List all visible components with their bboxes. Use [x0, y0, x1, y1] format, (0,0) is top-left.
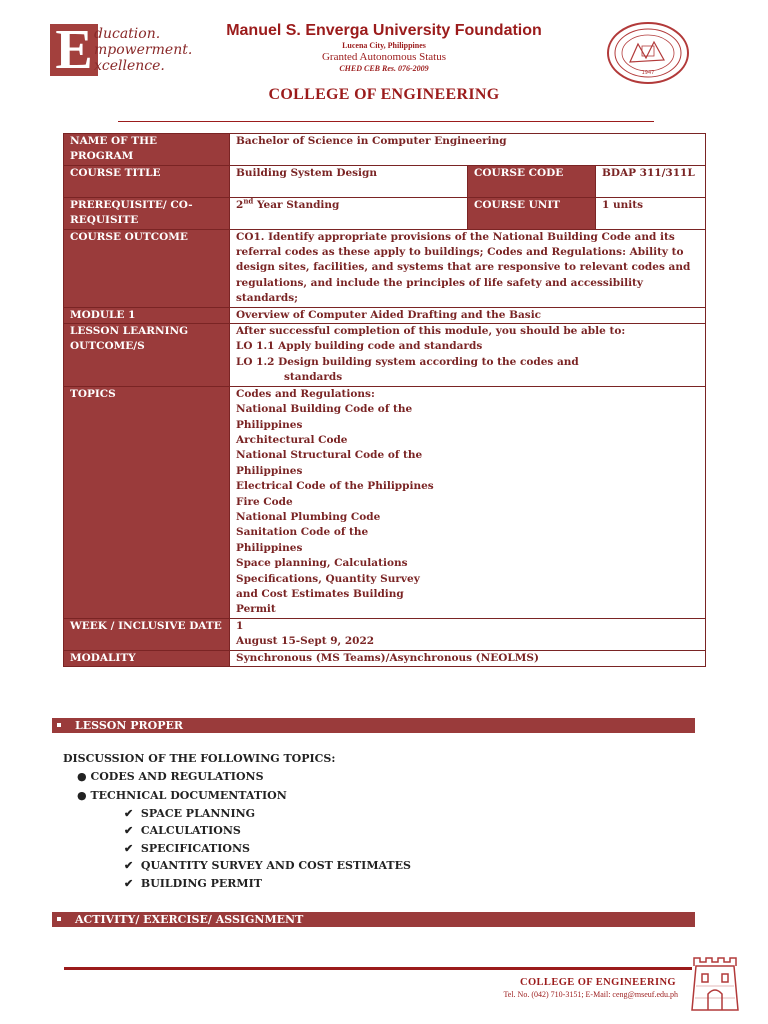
table-row [64, 386, 706, 618]
topic-line: Space planning, Calculations [236, 557, 408, 570]
prereq-rest: Year Standing [253, 198, 340, 211]
bullet-dot-icon: ● [77, 770, 87, 783]
list-item-label: TECHNICAL DOCUMENTATION [90, 789, 287, 802]
checkmark-icon: ✔ [124, 877, 134, 890]
logo-word-excellence: xcellence. [94, 58, 165, 74]
table-row [64, 650, 706, 666]
checkmark-icon: ✔ [124, 824, 134, 837]
list-item [124, 824, 241, 837]
header-divider [118, 121, 654, 122]
list-item [124, 877, 262, 890]
footer-college-name: COLLEGE OF ENGINEERING [519, 977, 676, 988]
table-row [64, 165, 706, 197]
list-item-label: BUILDING PERMIT [140, 877, 262, 890]
program-value: Bachelor of Science in Computer Engineering [230, 134, 706, 166]
prereq-suffix: nd [243, 196, 254, 206]
prereq-value [230, 197, 468, 229]
course-code-value: BDAP 311/311L [596, 165, 706, 197]
inclusive-date: August 15-Sept 9, 2022 [236, 635, 375, 648]
footer-contact: Tel. No. (042) 710-3151; E-Mail: ceng@mseuf.edu.ph [503, 990, 678, 999]
lesson-proper-label: LESSON PROPER [75, 719, 184, 732]
list-item-label: QUANTITY SURVEY AND COST ESTIMATES [140, 859, 411, 872]
week-value [230, 618, 706, 650]
university-seal-icon [606, 22, 690, 84]
university-name: Manuel S. Enverga University Foundation [226, 22, 542, 39]
llo-value [230, 324, 706, 387]
table-row [64, 197, 706, 229]
university-location: Lucena City, Philippines [342, 41, 426, 50]
seal-year: 1947 [641, 70, 655, 76]
topic-line: and Cost Estimates Building [236, 587, 404, 600]
modality-value: Synchronous (MS Teams)/Asynchronous (NEOLMS) [230, 650, 706, 666]
bullet-dot-icon: ● [77, 789, 87, 802]
activity-label: ACTIVITY/ EXERCISE/ ASSIGNMENT [75, 913, 304, 926]
bullet-square-icon [57, 917, 61, 921]
topic-line: Fire Code [236, 495, 293, 508]
list-item-label: CALCULATIONS [140, 824, 241, 837]
program-label: NAME OF THE PROGRAM [64, 134, 230, 166]
list-item [124, 859, 411, 872]
topics-label: TOPICS [64, 386, 230, 618]
list-item [124, 842, 250, 855]
lesson-proper-bar [52, 718, 695, 733]
outcome-label: COURSE OUTCOME [64, 229, 230, 307]
topic-line: National Building Code of the [236, 403, 413, 416]
module-value: Overview of Computer Aided Drafting and the Basic [230, 307, 706, 323]
topic-line: Electrical Code of the Philippines [236, 480, 434, 493]
course-code-label: COURSE CODE [468, 165, 596, 197]
llo-item: LO 1.1 Apply building code and standards [236, 340, 483, 353]
prereq-number: 2 [236, 198, 244, 211]
ched-resolution: CHED CEB Res. 076-2009 [339, 64, 429, 73]
topic-line: National Plumbing Code [236, 510, 381, 523]
prereq-label: PREREQUISITE/ CO-REQUISITE [64, 197, 230, 229]
topic-line: Permit [236, 603, 276, 616]
llo-item-continued: standards [284, 371, 343, 384]
table-row [64, 618, 706, 650]
list-item [124, 807, 255, 820]
llo-intro: After successful completion of this module, you should be able to: [236, 325, 626, 338]
engineering-tower-icon [686, 950, 744, 1012]
week-label: WEEK / INCLUSIVE DATE [64, 618, 230, 650]
module-label: MODULE 1 [64, 307, 230, 323]
table-row [64, 134, 706, 166]
course-unit-value: 1 units [596, 197, 706, 229]
topics-value [230, 386, 706, 618]
list-item-label: CODES AND REGULATIONS [90, 770, 264, 783]
topic-line: Philippines [236, 418, 303, 431]
university-status: Granted Autonomous Status [321, 51, 447, 63]
topic-line: Codes and Regulations: [236, 387, 375, 400]
list-item [77, 770, 264, 783]
logo-word-education: ducation. [94, 26, 161, 42]
course-unit-label: COURSE UNIT [468, 197, 596, 229]
list-item [77, 789, 287, 802]
checkmark-icon: ✔ [124, 807, 134, 820]
discussion-heading: DISCUSSION OF THE FOLLOWING TOPICS: [63, 752, 336, 765]
course-info-table [63, 133, 706, 667]
modality-label: MODALITY [64, 650, 230, 666]
course-title-value: Building System Design [230, 165, 468, 197]
table-row [64, 307, 706, 323]
course-title-label: COURSE TITLE [64, 165, 230, 197]
table-row [64, 229, 706, 307]
list-item-label: SPECIFICATIONS [140, 842, 250, 855]
checkmark-icon: ✔ [124, 859, 134, 872]
footer-divider [64, 967, 692, 970]
llo-label: LESSON LEARNING OUTCOME/S [64, 324, 230, 387]
topic-line: National Structural Code of the [236, 449, 423, 462]
activity-bar [52, 912, 695, 927]
logo-word-empowerment: mpowerment. [94, 42, 193, 58]
llo-item: LO 1.2 Design building system according to the codes and [236, 355, 579, 368]
topic-line: Specifications, Quantity Survey [236, 572, 420, 585]
week-number: 1 [236, 619, 244, 632]
topic-line: Philippines [236, 541, 303, 554]
list-item-label: SPACE PLANNING [140, 807, 256, 820]
checkmark-icon: ✔ [124, 842, 134, 855]
topic-line: Architectural Code [236, 433, 348, 446]
college-title: COLLEGE OF ENGINEERING [268, 86, 500, 103]
logo-letter-e: E [50, 24, 98, 76]
bullet-square-icon [57, 723, 61, 727]
outcome-value: CO1. Identify appropriate provisions of the National Building Code and its referral codes as these apply to buildings; Codes and Regulations: Ability to design sites, facilities, and systems that are responsive to relevant codes and regulations, and include the principles of life safety and accessibility standards; [230, 229, 706, 307]
table-row [64, 324, 706, 387]
topic-line: Sanitation Code of the [236, 526, 369, 539]
topic-line: Philippines [236, 464, 303, 477]
